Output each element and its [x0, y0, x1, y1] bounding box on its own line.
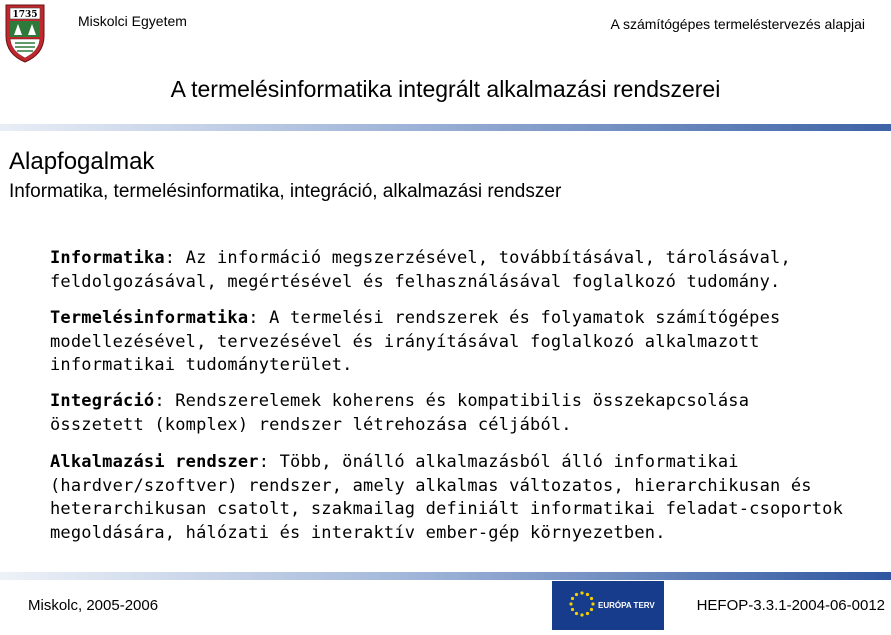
definition-text: : Az információ megszerzésével, továbbításával, tárolásával, feldolgozásával, megértésével és felhasználásával foglalkozó tudomány. — [50, 248, 791, 292]
definition-integracio — [50, 390, 850, 437]
eu-flag-logo — [552, 581, 664, 630]
definition-term: Alkalmazási rendszer — [50, 452, 259, 472]
section-heading: Alapfogalmak — [9, 148, 155, 175]
title-divider — [0, 124, 891, 131]
footer-divider — [0, 572, 891, 580]
svg-text:Európa Terv: Európa Terv — [598, 601, 655, 610]
university-name: Miskolci Egyetem — [78, 13, 187, 29]
definition-term: Termelésinformatika — [50, 308, 249, 328]
course-name: A számítógépes termeléstervezés alapjai — [610, 16, 865, 32]
definition-text: : A termelési rendszerek és folyamatok számítógépes modellezésével, tervezésével és irányításával foglalkozó alkalmazott informatikai tudományterület. — [50, 308, 781, 375]
eu-star-circle-icon — [569, 591, 594, 616]
section-subheading: Informatika, termelésinformatika, integráció, alkalmazási rendszer — [9, 181, 562, 202]
definition-term: Informatika — [50, 248, 165, 268]
project-code: HEFOP-3.3.1-2004-06-0012 — [696, 597, 885, 614]
definition-text: : Több, önálló alkalmazásból álló informatikai (hardver/szoftver) rendszer, amely alkalmas változatos, hierarchikusan és heterarchikusan csatolt, szakmailag definiált informatikai feladat-csoportok megoldására, hálózati és interaktív ember-gép környezetben. — [50, 452, 844, 543]
definition-informatika — [50, 247, 850, 294]
svg-text:1735: 1735 — [12, 10, 38, 20]
definition-termelesinformatika — [50, 307, 850, 378]
definition-text: : Rendszerelemek koherens és kompatibilis összekapcsolása összetett (komplex) rendszer létrehozása céljából. — [50, 391, 750, 435]
definition-alkalmazasi-rendszer — [50, 451, 850, 545]
footer-place-date: Miskolc, 2005-2006 — [28, 597, 159, 614]
definition-term: Integráció — [50, 391, 155, 411]
university-crest-logo — [2, 2, 48, 64]
slide-title: A termelésinformatika integrált alkalmazási rendszerei — [170, 76, 721, 102]
